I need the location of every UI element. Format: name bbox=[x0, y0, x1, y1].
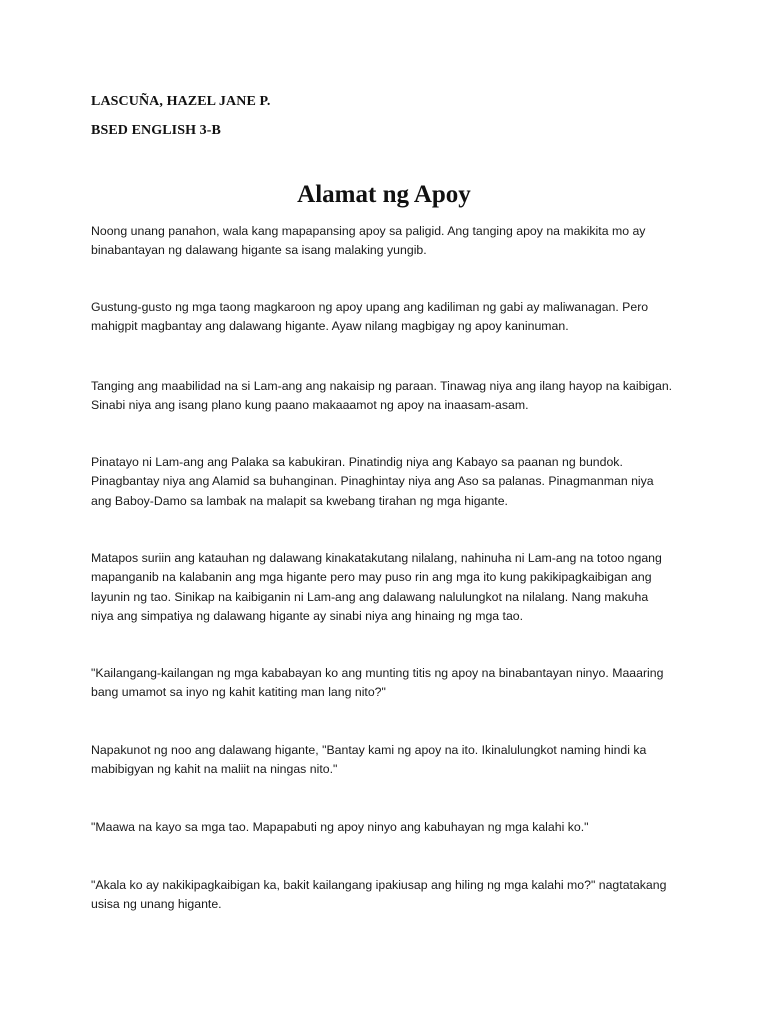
paragraph-line: niya ang simpatiya ng dalawang higante ay sinabi niya ang hinaing ng mga tao. bbox=[91, 608, 524, 623]
course-section: BSED ENGLISH 3-B bbox=[91, 123, 221, 138]
paragraph-7 bbox=[91, 741, 691, 780]
paragraph-line: layunin ng tao. Sinikap na kaibiganin ni Lam-ang ang dalawang nalulungkot na nilalang. Nang makuha bbox=[91, 589, 649, 604]
paragraph-line: mabibigyan ng kahit na maliit na ningas nito." bbox=[91, 762, 338, 777]
paragraph-line: "Kailangang-kailangan ng mga kababayan ko ang munting titis ng apoy na binabantayan ninyo. Maaaring bbox=[91, 666, 664, 680]
paragraph-5 bbox=[91, 549, 691, 626]
paragraph-1 bbox=[91, 222, 691, 261]
paragraph-2 bbox=[91, 298, 691, 337]
document-title: Alamat ng Apoy bbox=[297, 181, 471, 208]
paragraph-line: "Akala ko ay nakikipagkaibigan ka, bakit kailangang ipakiusap ang hiling ng mga kalahi mo?" nagtatakang bbox=[91, 878, 667, 892]
paragraph-9 bbox=[91, 876, 691, 915]
paragraph-line: Tanging ang maabilidad na si Lam-ang ang nakaisip ng paraan. Tinawag niya ang ilang hayop na kaibigan. bbox=[91, 379, 673, 393]
paragraph-line: usisa ng unang higante. bbox=[91, 897, 222, 912]
paragraph-line: Noong unang panahon, wala kang mapapansing apoy sa paligid. Ang tanging apoy na makikita mo ay bbox=[91, 224, 646, 238]
paragraph-3 bbox=[91, 377, 691, 416]
paragraph-line: mapanganib na kalabanin ang mga higante pero may puso rin ang mga ito kung pakikipagkaibigan ang bbox=[91, 570, 652, 585]
paragraph-line: "Maawa na kayo sa mga tao. Mapapabuti ng apoy ninyo ang kabuhayan ng mga kalahi ko." bbox=[91, 820, 589, 834]
paragraph-line: Sinabi niya ang isang plano kung paano makaaamot ng apoy na inaasam-asam. bbox=[91, 398, 529, 413]
author-name: LASCUÑA, HAZEL JANE P. bbox=[91, 94, 271, 109]
paragraph-line: ang Baboy-Damo sa lambak na malapit sa kwebang tirahan ng mga higante. bbox=[91, 493, 508, 508]
paragraph-6 bbox=[91, 664, 691, 703]
paragraph-line: Matapos suriin ang katauhan ng dalawang kinakatakutang nilalang, nahinuha ni Lam-ang na totoo ngang bbox=[91, 551, 662, 565]
paragraph-8 bbox=[91, 818, 691, 837]
paragraph-line: binabantayan ng dalawang higante sa isang malaking yungib. bbox=[91, 243, 427, 258]
paragraph-line: bang umamot sa inyo ng kahit katiting man lang nito?" bbox=[91, 685, 386, 700]
paragraph-line: Pinagbantay niya ang Alamid sa buhanginan. Pinaghintay niya ang Aso sa palanas. Pinagmanman niya bbox=[91, 474, 654, 489]
paragraph-line: Napakunot ng noo ang dalawang higante, "Bantay kami ng apoy na ito. Ikinalulungkot naming hindi ka bbox=[91, 743, 647, 757]
paragraph-line: Pinatayo ni Lam-ang ang Palaka sa kabukiran. Pinatindig niya ang Kabayo sa paanan ng bundok. bbox=[91, 455, 623, 469]
paragraph-4 bbox=[91, 453, 691, 511]
paragraph-line: mahigpit magbantay ang dalawang higante. Ayaw nilang magbigay ng apoy kaninuman. bbox=[91, 319, 569, 334]
paragraph-line: Gustung-gusto ng mga taong magkaroon ng apoy upang ang kadiliman ng gabi ay maliwanagan. Pero bbox=[91, 300, 649, 314]
